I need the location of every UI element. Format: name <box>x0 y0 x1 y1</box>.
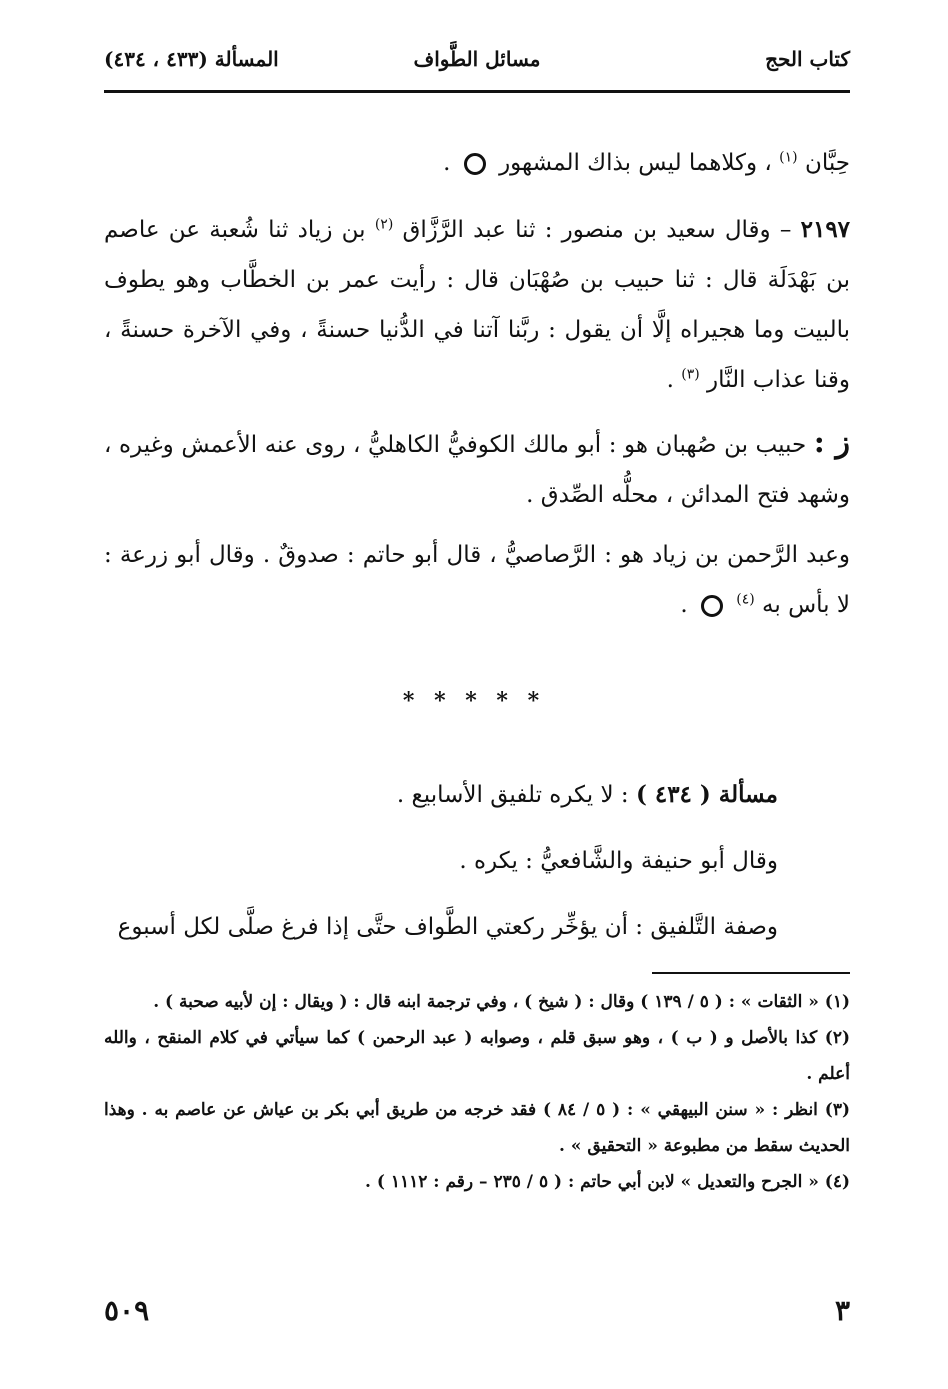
footnote-ref-3: (٣) <box>681 366 700 383</box>
narrator-note-text: وعبد الرَّحمن بن زياد هو : الرَّصاصيُّ ، قال أبو حاتم : صدوقٌ . وقال أبو زرعة : لا بأس به <box>104 542 850 618</box>
p1-text: حِبَّان <box>804 150 850 176</box>
paragraph-continuation <box>104 138 850 188</box>
p1-end: . <box>443 150 451 176</box>
page-number: ٥٠٩ <box>104 1293 150 1327</box>
hadith-number: ٢١٩٧ <box>800 216 851 243</box>
p1-text-2: ، وكلاهما ليس بذاك المشهور <box>499 150 772 176</box>
hadith-text: – وقال سعيد بن منصور : ثنا عبد الرَّزَّاق <box>402 217 792 243</box>
definition-text: وصفة التَّلفيق : أن يؤخِّر ركعتي الطَّواف حتَّى إذا فرغ صلَّى لكل أسبوع <box>117 914 778 940</box>
footnote-ref-2: (٢) <box>374 216 394 233</box>
hadith-2197 <box>104 205 850 405</box>
header-rule <box>104 90 850 93</box>
narrator-note <box>104 530 850 630</box>
footnote-rule <box>652 972 850 974</box>
hadith-text-2: بن زياد ثنا شُعبة عن عاصم بن بَهْدَلَة قال : ثنا حبيب بن صُهْبَان قال : رأيت عمر بن الخطَّاب وهو يطوف بالبيت وما هجيراه إلَّا أن يقول : ربَّنا آتنا في الدُّنيا حسنةً ، وفي الآخرة حسنةً ، وقنا عذاب النَّار <box>104 217 850 393</box>
footnote-3: (٣) انظر : « سنن البيهقي » : ( ٥ / ٨٤ ) فقد خرجه من طريق أبي بكر بن عياش عن عاصم به . وهذا الحديث سقط من مطبوعة « التحقيق » . <box>104 1100 851 1156</box>
page-footer <box>104 1290 850 1330</box>
volume-number: ٣ <box>834 1293 850 1327</box>
editor-marker: ز : <box>813 425 850 460</box>
footnotes <box>104 984 850 1200</box>
issue-434 <box>104 770 850 952</box>
header-book-title: كتاب الحج <box>765 47 850 71</box>
footnote-ref-1: (١) <box>779 149 798 166</box>
opinion-text: وقال أبو حنيفة والشَّافعيُّ : يكره . <box>459 848 778 874</box>
narrator-note-end: . <box>680 592 688 618</box>
header-chapter-title: مسائل الطَّواف <box>413 47 541 71</box>
editor-note <box>104 418 850 520</box>
running-header <box>104 42 850 76</box>
footnote-2: (٢) كذا بالأصل و ( ب ) ، وهو سبق قلم ، وصوابه ( عبد الرحمن ) كما سيأتي في كلام المنقح ، والله أعلم . <box>104 1028 850 1084</box>
hadith-end: . <box>666 367 674 393</box>
footnote-1: (١) « الثقات » : ( ٥ / ١٣٩ ) وقال : ( شيخ ) ، وفي ترجمة ابنه قال : ( ويقال : إن لأبيه صحبة ) . <box>153 992 850 1012</box>
issue-label: مسألة ( ٤٣٤ ) <box>635 781 778 808</box>
end-circle-icon <box>464 153 486 175</box>
end-circle-icon <box>701 595 723 617</box>
footnote-ref-4: (٤) <box>736 591 755 608</box>
footnote-4: (٤) « الجرح والتعديل » لابن أبي حاتم : ( ٥ / ٢٣٥ – رقم : ١١١٢ ) . <box>365 1172 850 1192</box>
issue-statement: : لا يكره تلفيق الأسابيع . <box>396 782 629 808</box>
header-issue-range: المسألة (٤٣٣ ، ٤٣٤) <box>104 47 279 71</box>
editor-note-text: حبيب بن صُهبان هو : أبو مالك الكوفيُّ الكاهليُّ ، روى عنه الأعمش وغيره ، وشهد فتح المدائن ، محلُّه الصِّدق . <box>104 432 850 508</box>
section-separator: * * * * * <box>402 688 546 714</box>
